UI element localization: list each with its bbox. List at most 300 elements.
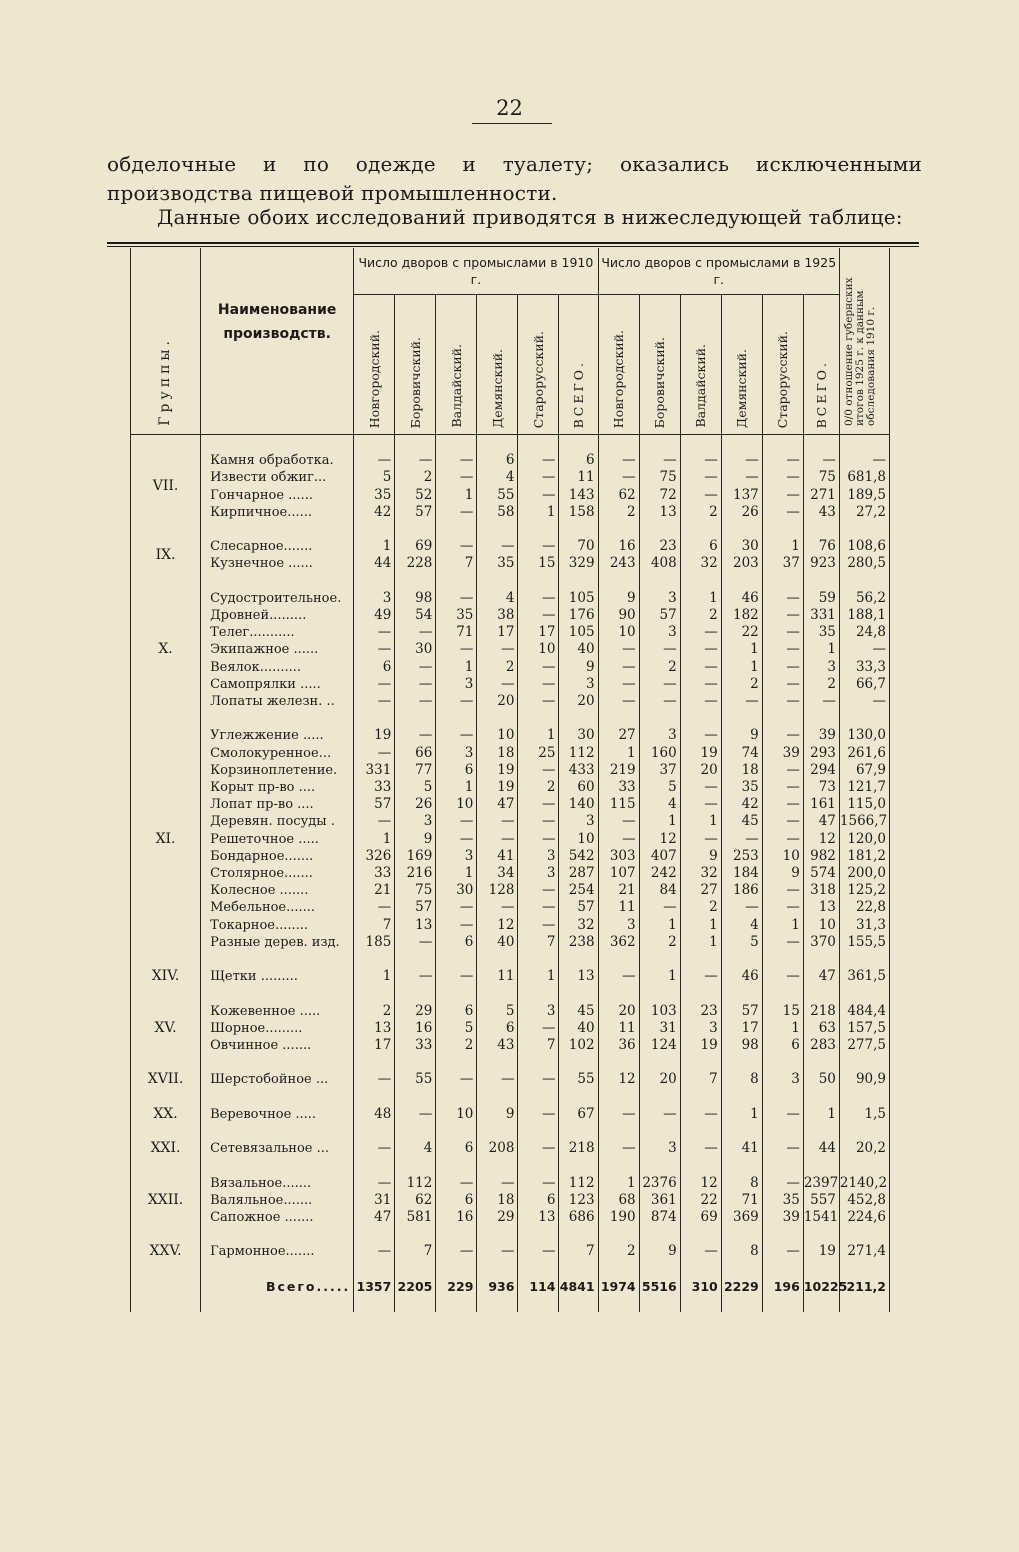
spacer-cell [477, 710, 518, 727]
page-number-rule [472, 123, 552, 124]
spacer-cell [131, 710, 201, 727]
value-1925: 2 [639, 659, 680, 676]
spacer-cell [598, 1261, 639, 1278]
value-1925: 20 [639, 1071, 680, 1088]
table-top-rule [107, 242, 919, 244]
header-1910: Число дворов с промыслами в 1910 г. [354, 248, 598, 294]
spacer-cell [518, 1157, 559, 1174]
spacer-cell [680, 710, 721, 727]
value-1925: 1 [762, 1020, 803, 1037]
value-1910: 17 [354, 1037, 395, 1054]
spacer-cell [436, 1089, 477, 1106]
row-name: Извести обжиг... [201, 469, 354, 486]
value-1925: 17 [721, 1020, 762, 1037]
value-1925: 8 [721, 1243, 762, 1260]
value-1910: 15 [518, 555, 559, 572]
spacer-cell [518, 1123, 559, 1140]
value-1925: 2 [803, 676, 839, 693]
spacer-cell [598, 1089, 639, 1106]
value-1925: 75 [803, 469, 839, 486]
group-label: XI. [131, 727, 201, 951]
value-1925: — [598, 641, 639, 658]
value-1925: — [762, 1175, 803, 1192]
value-1910: 33 [354, 779, 395, 796]
spacer-cell [721, 1123, 762, 1140]
spacer-cell [598, 1054, 639, 1071]
value-1910: — [518, 796, 559, 813]
spacer-cell [395, 710, 436, 727]
header-district-1910-0 [354, 294, 395, 434]
table-row [131, 659, 890, 676]
value-1910: 33 [354, 865, 395, 882]
table-row [131, 1037, 890, 1054]
value-1925: 12 [639, 831, 680, 848]
header-district-1925-0 [598, 294, 639, 434]
value-1910: — [395, 727, 436, 744]
table-row [131, 1071, 890, 1088]
value-1925: — [762, 659, 803, 676]
value-1910: — [354, 1071, 395, 1088]
value-1925: 10 [762, 848, 803, 865]
row-name: Валяльное....... [201, 1192, 354, 1209]
header-district-1925-3 [721, 294, 762, 434]
value-1925: 75 [639, 469, 680, 486]
value-1925: 37 [639, 762, 680, 779]
spacer-cell [436, 435, 477, 453]
spacer-cell [803, 435, 839, 453]
value-1910: 5 [354, 469, 395, 486]
value-1925: — [762, 452, 803, 469]
value-1925: — [762, 469, 803, 486]
header-district-label: Старорусский. [530, 330, 546, 428]
spacer-cell [639, 985, 680, 1002]
value-1925: 9 [639, 1243, 680, 1260]
value-1910: — [395, 659, 436, 676]
value-1925: 1 [680, 934, 721, 951]
header-district-label: ВСЕГО. [813, 359, 829, 428]
value-1925: 6 [762, 1037, 803, 1054]
spacer-cell [201, 951, 354, 968]
value-1910: — [477, 676, 518, 693]
value-1910: 228 [395, 555, 436, 572]
value-1910: 169 [395, 848, 436, 865]
value-1925: 5 [639, 779, 680, 796]
value-1910: 1 [354, 538, 395, 555]
table-row [131, 504, 890, 521]
value-1910: — [354, 1175, 395, 1192]
spacer-cell [721, 521, 762, 538]
value-1910: 4 [477, 469, 518, 486]
percent-value: 200,0 [839, 865, 889, 882]
value-1925: 27 [598, 727, 639, 744]
spacer-cell [839, 1261, 889, 1278]
value-1910: 29 [395, 1003, 436, 1020]
spacer-cell [201, 1157, 354, 1174]
value-1925: 1 [639, 917, 680, 934]
spacer-cell [721, 1089, 762, 1106]
total-1910: 114 [518, 1278, 559, 1295]
value-1910: — [354, 452, 395, 469]
value-1925: 31 [639, 1020, 680, 1037]
value-1925: 10 [803, 917, 839, 934]
value-1925: 62 [598, 487, 639, 504]
value-1925: 68 [598, 1192, 639, 1209]
value-1910: 3 [436, 745, 477, 762]
table-body [131, 435, 890, 1313]
value-1925: 203 [721, 555, 762, 572]
value-1925: 39 [803, 727, 839, 744]
spacer-cell [839, 710, 889, 727]
value-1910: 287 [559, 865, 598, 882]
value-1910: 4 [395, 1140, 436, 1157]
spacer-cell [680, 1226, 721, 1243]
spacer-cell [721, 1226, 762, 1243]
value-1925: — [762, 779, 803, 796]
value-1910: 6 [477, 452, 518, 469]
group-label: XIV. [131, 968, 201, 985]
value-1910: 1 [354, 968, 395, 985]
value-1910: 7 [395, 1243, 436, 1260]
spacer-cell [680, 1089, 721, 1106]
header-district-1910-2 [436, 294, 477, 434]
value-1925: 3 [598, 917, 639, 934]
spacer-cell [477, 1261, 518, 1278]
spacer-cell [721, 951, 762, 968]
percent-value: 67,9 [839, 762, 889, 779]
value-1910: 9 [559, 659, 598, 676]
value-1925: 2397 [803, 1174, 839, 1191]
value-1925: 35 [721, 779, 762, 796]
spacer-cell [436, 951, 477, 968]
spacer-cell [477, 1123, 518, 1140]
spacer-cell [201, 1123, 354, 1140]
spacer-cell [131, 1226, 201, 1243]
value-1910: 43 [477, 1037, 518, 1054]
value-1910: — [518, 1140, 559, 1157]
value-1910: 123 [559, 1192, 598, 1209]
value-1925: — [639, 693, 680, 710]
percent-value: 31,3 [839, 917, 889, 934]
value-1925: 43 [803, 504, 839, 521]
spacer-cell [762, 1089, 803, 1106]
value-1925: 13 [803, 899, 839, 916]
total-1910: 229 [436, 1278, 477, 1295]
spacer-cell [131, 985, 201, 1002]
value-1910: 30 [395, 641, 436, 658]
total-1925: 5516 [639, 1278, 680, 1295]
value-1910: 13 [559, 968, 598, 985]
spacer-cell [803, 1295, 839, 1312]
value-1910: 238 [559, 934, 598, 951]
value-1925: — [762, 1140, 803, 1157]
value-1925: — [680, 469, 721, 486]
spacer-cell [680, 1261, 721, 1278]
value-1910: 57 [354, 796, 395, 813]
value-1925: — [598, 813, 639, 830]
value-1925: 37 [762, 555, 803, 572]
data-table [130, 248, 890, 1312]
value-1910: 3 [518, 865, 559, 882]
value-1910: — [436, 538, 477, 555]
value-1910: 44 [354, 555, 395, 572]
value-1925: 1 [721, 659, 762, 676]
table-row [131, 865, 890, 882]
value-1910: 2 [354, 1003, 395, 1020]
spacer-cell [436, 1295, 477, 1312]
spacer-cell [477, 985, 518, 1002]
group-label: XV. [131, 1003, 201, 1055]
value-1925: 1 [762, 917, 803, 934]
value-1910: 128 [477, 882, 518, 899]
spacer-cell [395, 1054, 436, 1071]
value-1910: — [436, 968, 477, 985]
value-1910: 10 [559, 831, 598, 848]
total-1910: 1357 [354, 1278, 395, 1295]
spacer-cell [395, 1226, 436, 1243]
value-1910: 7 [559, 1243, 598, 1260]
value-1910: — [518, 1106, 559, 1123]
row-name: Веревочное ..... [201, 1106, 354, 1123]
value-1910: 7 [436, 555, 477, 572]
spacer-cell [762, 1123, 803, 1140]
row-name: Решеточное ..... [201, 831, 354, 848]
value-1925: 20 [598, 1003, 639, 1020]
spacer-cell [680, 1157, 721, 1174]
spacer-cell [354, 710, 395, 727]
spacer-cell [598, 1157, 639, 1174]
spacer-cell [639, 710, 680, 727]
spacer-cell [680, 435, 721, 453]
row-name: Гончарное ...... [201, 487, 354, 504]
value-1910: — [436, 693, 477, 710]
value-1910: 5 [395, 779, 436, 796]
value-1910: 433 [559, 762, 598, 779]
value-1925: 184 [721, 865, 762, 882]
header-district-label: Боровичский. [652, 336, 668, 428]
value-1925: 1 [721, 1106, 762, 1123]
value-1925: 137 [721, 487, 762, 504]
value-1925: 161 [803, 796, 839, 813]
value-1910: 10 [436, 1106, 477, 1123]
spacer-cell [839, 951, 889, 968]
value-1910: — [477, 1243, 518, 1260]
spacer-cell [518, 1089, 559, 1106]
value-1925: 50 [803, 1071, 839, 1088]
spacer-cell [803, 1157, 839, 1174]
value-1925: 1 [680, 917, 721, 934]
header-district-label: Боровичский. [407, 336, 423, 428]
value-1925: — [680, 1243, 721, 1260]
value-1925: — [639, 452, 680, 469]
header-percent [839, 248, 889, 435]
spacer-cell [639, 435, 680, 453]
table-row [131, 848, 890, 865]
value-1925: 2 [680, 899, 721, 916]
total-1925: 1974 [598, 1278, 639, 1295]
percent-value: 181,2 [839, 848, 889, 865]
value-1925: 10 [598, 624, 639, 641]
value-1910: 6 [436, 1192, 477, 1209]
value-1925: 2 [598, 504, 639, 521]
value-1925: 160 [639, 745, 680, 762]
spacer-cell [436, 573, 477, 590]
value-1925: 293 [803, 745, 839, 762]
percent-value: 33,3 [839, 659, 889, 676]
table-row [131, 555, 890, 572]
value-1910: 112 [559, 1175, 598, 1192]
value-1925: — [680, 659, 721, 676]
spacer-row [131, 1089, 890, 1106]
spacer-cell [839, 1123, 889, 1140]
value-1910: — [436, 813, 477, 830]
value-1910: 10 [477, 727, 518, 744]
spacer-cell [803, 1261, 839, 1278]
value-1925: 8 [721, 1071, 762, 1088]
header-district-label: Новгородский. [366, 329, 382, 428]
value-1925: 12 [598, 1071, 639, 1088]
value-1910: 47 [477, 796, 518, 813]
percent-value: 157,5 [839, 1020, 889, 1037]
value-1925: 874 [639, 1209, 680, 1226]
percent-value: 1566,7 [839, 813, 889, 830]
value-1925: 36 [598, 1037, 639, 1054]
spacer-cell [436, 1157, 477, 1174]
value-1925: 15 [762, 1003, 803, 1020]
value-1925: 2 [639, 934, 680, 951]
value-1910: — [436, 917, 477, 934]
row-name: Вязальное....... [201, 1175, 354, 1192]
value-1910: 30 [559, 727, 598, 744]
value-1910: 75 [395, 882, 436, 899]
spacer-cell [354, 1295, 395, 1312]
value-1910: 7 [354, 917, 395, 934]
value-1910: 6 [559, 452, 598, 469]
value-1910: 60 [559, 779, 598, 796]
spacer-cell [639, 951, 680, 968]
value-1910: 26 [395, 796, 436, 813]
spacer-cell [559, 951, 598, 968]
value-1925: 74 [721, 745, 762, 762]
value-1910: 208 [477, 1140, 518, 1157]
spacer-cell [680, 985, 721, 1002]
spacer-cell [839, 1054, 889, 1071]
value-1925: — [721, 831, 762, 848]
total-row [131, 1278, 890, 1295]
value-1910: — [436, 504, 477, 521]
value-1910: 20 [559, 693, 598, 710]
value-1910: — [395, 693, 436, 710]
spacer-cell [518, 985, 559, 1002]
value-1910: — [518, 882, 559, 899]
value-1925: — [680, 641, 721, 658]
spacer-row [131, 1123, 890, 1140]
value-1925: 11 [598, 899, 639, 916]
table-row [131, 452, 890, 469]
header-district-label: Демянский. [489, 349, 505, 428]
spacer-cell [762, 573, 803, 590]
spacer-row [131, 573, 890, 590]
percent-value: — [839, 452, 889, 469]
value-1910: 185 [354, 934, 395, 951]
row-name: Веялок.......... [201, 659, 354, 676]
value-1910: — [518, 917, 559, 934]
table-row [131, 1175, 890, 1192]
spacer-row [131, 1054, 890, 1071]
percent-value: 2140,2 [839, 1175, 889, 1192]
spacer-cell [436, 1123, 477, 1140]
percent-value: 224,6 [839, 1209, 889, 1226]
value-1925: 27 [680, 882, 721, 899]
value-1910: 6 [436, 1003, 477, 1020]
spacer-cell [131, 1295, 201, 1312]
value-1925: — [680, 1140, 721, 1157]
row-name: Мебельное....... [201, 899, 354, 916]
value-1910: 55 [477, 487, 518, 504]
value-1925: — [598, 452, 639, 469]
spacer-cell [354, 985, 395, 1002]
spacer-cell [598, 521, 639, 538]
spacer-cell [598, 951, 639, 968]
spacer-cell [839, 1089, 889, 1106]
table-row [131, 641, 890, 658]
spacer-cell [436, 1261, 477, 1278]
group-label: VII. [131, 452, 201, 521]
row-name: Кузнечное ...... [201, 555, 354, 572]
value-1925: 1 [680, 590, 721, 607]
spacer-cell [598, 1226, 639, 1243]
value-1910: — [395, 452, 436, 469]
value-1910: — [518, 762, 559, 779]
value-1925: — [762, 831, 803, 848]
row-name: Корыт пр-во .... [201, 779, 354, 796]
value-1910: — [518, 1243, 559, 1260]
value-1910: 13 [518, 1209, 559, 1226]
value-1910: 57 [395, 504, 436, 521]
value-1910: — [395, 676, 436, 693]
percent-value: 681,8 [839, 469, 889, 486]
value-1910: 4 [477, 590, 518, 607]
page-number: 22 [496, 96, 523, 120]
value-1910: 1 [436, 779, 477, 796]
table-row [131, 1140, 890, 1157]
value-1910: 581 [395, 1209, 436, 1226]
value-1925: 243 [598, 555, 639, 572]
value-1925: — [762, 504, 803, 521]
total-label: Всего..... [201, 1278, 354, 1295]
value-1910: 18 [477, 1192, 518, 1209]
value-1910: 6 [477, 1020, 518, 1037]
value-1925: 9 [680, 848, 721, 865]
value-1910: 52 [395, 487, 436, 504]
value-1910: — [354, 899, 395, 916]
value-1910: — [477, 831, 518, 848]
value-1925: 12 [680, 1175, 721, 1192]
table-row [131, 469, 890, 486]
value-1925: — [598, 659, 639, 676]
row-name: Шерстобойное ... [201, 1071, 354, 1088]
value-1910: 3 [436, 676, 477, 693]
header-district-1910-4 [518, 294, 559, 434]
spacer-cell [201, 1089, 354, 1106]
value-1925: 20 [680, 762, 721, 779]
value-1925: — [680, 1106, 721, 1123]
spacer-cell [762, 1261, 803, 1278]
row-name: Сетевязальное ... [201, 1140, 354, 1157]
value-1925: 408 [639, 555, 680, 572]
value-1925: 3 [639, 1140, 680, 1157]
value-1910: 10 [436, 796, 477, 813]
value-1925: 361 [639, 1192, 680, 1209]
